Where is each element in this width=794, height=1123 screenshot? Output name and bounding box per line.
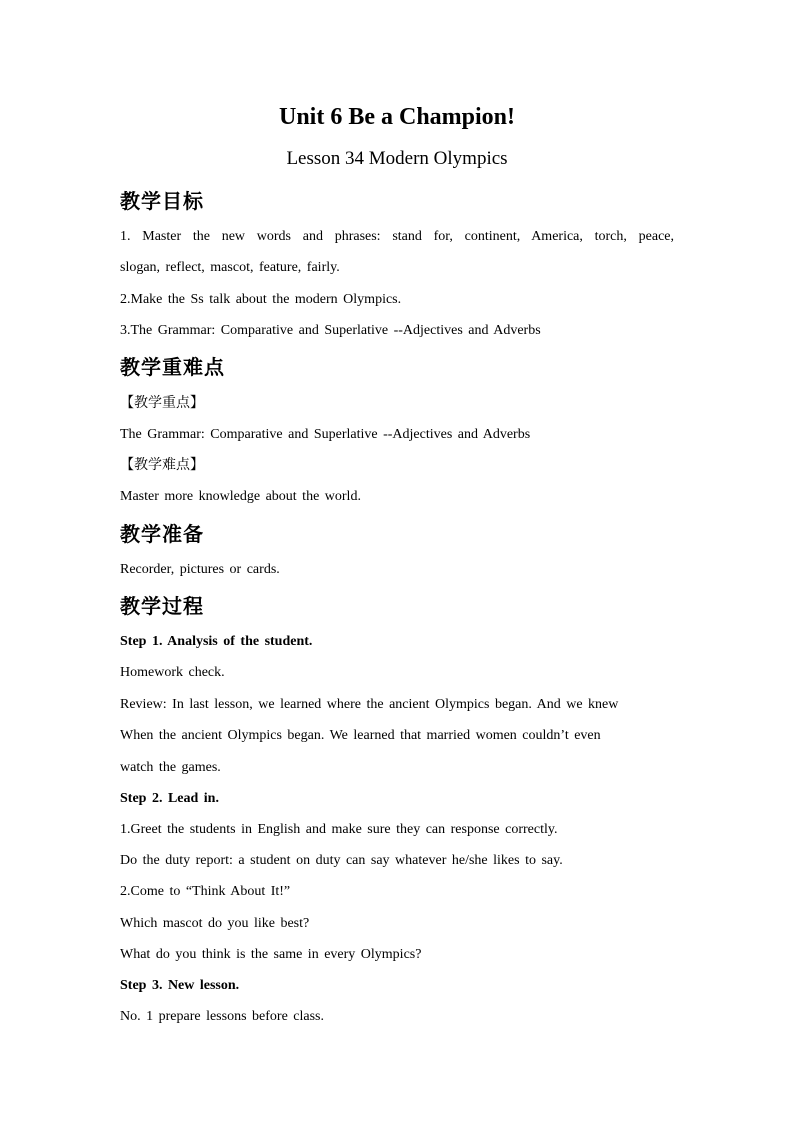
step-line: Review: In last lesson, we learned where the ancient Olympics began. And we knew <box>120 697 619 712</box>
objective-line: 3.The Grammar: Comparative and Superlative --Adjectives and Adverbs <box>120 323 541 338</box>
section-heading-process: 教学过程 <box>120 594 204 618</box>
difficult-point-label: 【教学难点】 <box>120 457 204 473</box>
section-heading-objectives: 教学目标 <box>120 189 204 213</box>
document-subtitle: Lesson 34 Modern Olympics <box>286 148 508 169</box>
step-title: Step 2. Lead in. <box>120 791 219 806</box>
step-line: watch the games. <box>120 760 221 775</box>
step-line: Homework check. <box>120 665 225 680</box>
step-line: Do the duty report: a student on duty can say whatever he/she likes to say. <box>120 853 563 868</box>
difficult-point-text: Master more knowledge about the world. <box>120 489 361 504</box>
step-line: What do you think is the same in every Olympics? <box>120 947 422 962</box>
step-title: Step 3. New lesson. <box>120 978 240 993</box>
objective-line: 2.Make the Ss talk about the modern Olympics. <box>120 292 402 307</box>
step-line: 2.Come to “Think About It!” <box>120 884 291 899</box>
step-line: No. 1 prepare lessons before class. <box>120 1009 324 1024</box>
step-title: Step 1. Analysis of the student. <box>120 634 313 649</box>
step-line: 1.Greet the students in English and make sure they can response correctly. <box>120 822 558 837</box>
objective-line: slogan, reflect, mascot, feature, fairly. <box>120 260 340 275</box>
section-heading-preparation: 教学准备 <box>120 522 204 546</box>
key-point-text: The Grammar: Comparative and Superlative --Adjectives and Adverbs <box>120 427 531 442</box>
step-line: When the ancient Olympics began. We learned that married women couldn’t even <box>120 728 601 743</box>
step-line: Which mascot do you like best? <box>120 916 310 931</box>
document-title: Unit 6 Be a Champion! <box>278 104 516 130</box>
key-point-label: 【教学重点】 <box>120 395 204 411</box>
section-heading-key-points: 教学重难点 <box>120 355 225 379</box>
objective-line: 1. Master the new words and phrases: stand for, continent, America, torch, peace, <box>120 229 674 244</box>
preparation-text: Recorder, pictures or cards. <box>120 562 280 577</box>
